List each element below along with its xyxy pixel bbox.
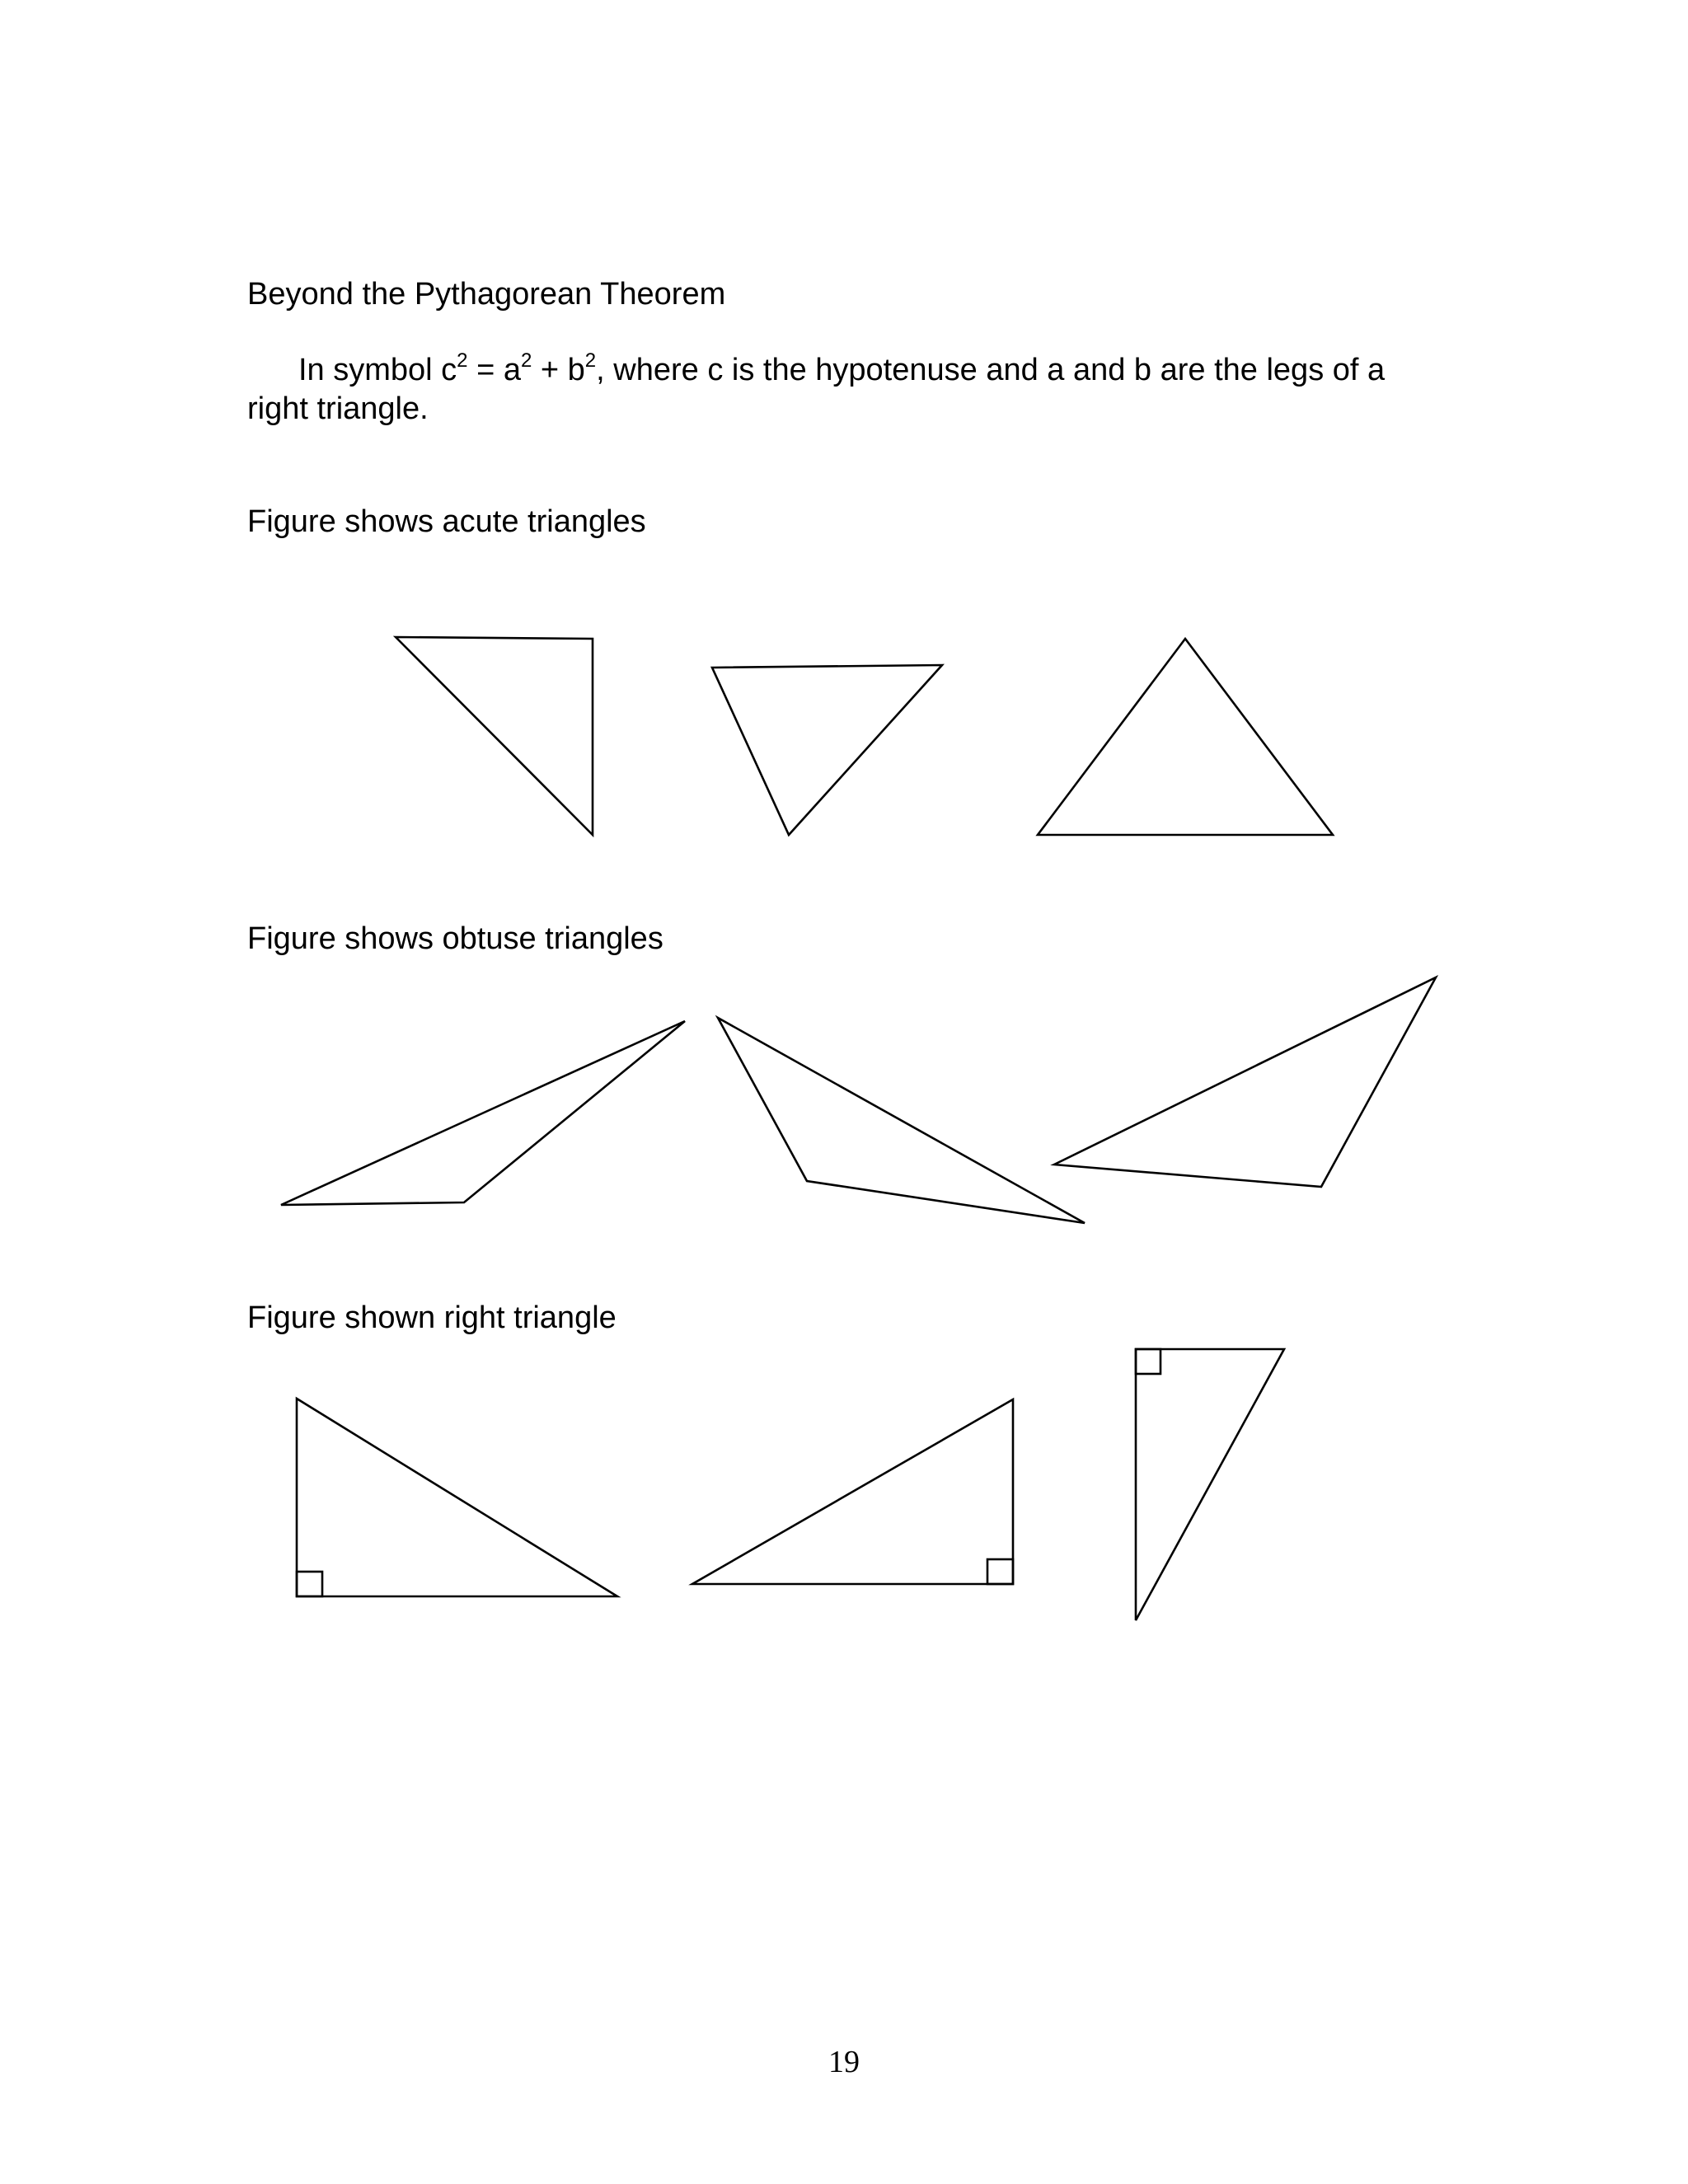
right-triangle-1 — [297, 1399, 617, 1596]
acute-triangle-2 — [712, 665, 942, 835]
exponent-b: 2 — [584, 349, 597, 372]
exponent-a: 2 — [520, 349, 532, 372]
right-angle-marker-3 — [1136, 1349, 1160, 1374]
caption-right-triangles: Figure shown right triangle — [247, 1301, 617, 1335]
section-heading: Beyond the Pythagorean Theorem — [247, 277, 726, 312]
caption-acute-triangles: Figure shows acute triangles — [247, 504, 646, 539]
right-angle-marker-2 — [987, 1559, 1013, 1584]
paragraph-rest: , where c is the hypotenuse and a and b are the legs of a right triangle. — [247, 353, 1386, 426]
acute-triangle-3 — [1038, 639, 1333, 835]
exponent-c: 2 — [457, 349, 468, 372]
right-triangles-group — [297, 1349, 1284, 1620]
acute-triangle-1 — [396, 637, 593, 835]
obtuse-triangle-1 — [281, 1021, 685, 1205]
paragraph-mid1: = a — [467, 353, 521, 387]
right-triangle-3 — [1136, 1349, 1284, 1620]
right-triangle-2 — [692, 1399, 1013, 1584]
right-angle-marker-1 — [297, 1572, 322, 1596]
page-number: 19 — [828, 2045, 860, 2079]
obtuse-triangle-2 — [718, 1018, 1085, 1223]
obtuse-triangles-group — [281, 977, 1436, 1223]
paragraph-mid2: + b — [532, 353, 585, 387]
obtuse-triangle-3 — [1054, 977, 1436, 1187]
paragraph-lead: In symbol c — [298, 353, 457, 387]
acute-triangles-group — [396, 637, 1333, 835]
caption-obtuse-triangles: Figure shows obtuse triangles — [247, 921, 663, 956]
